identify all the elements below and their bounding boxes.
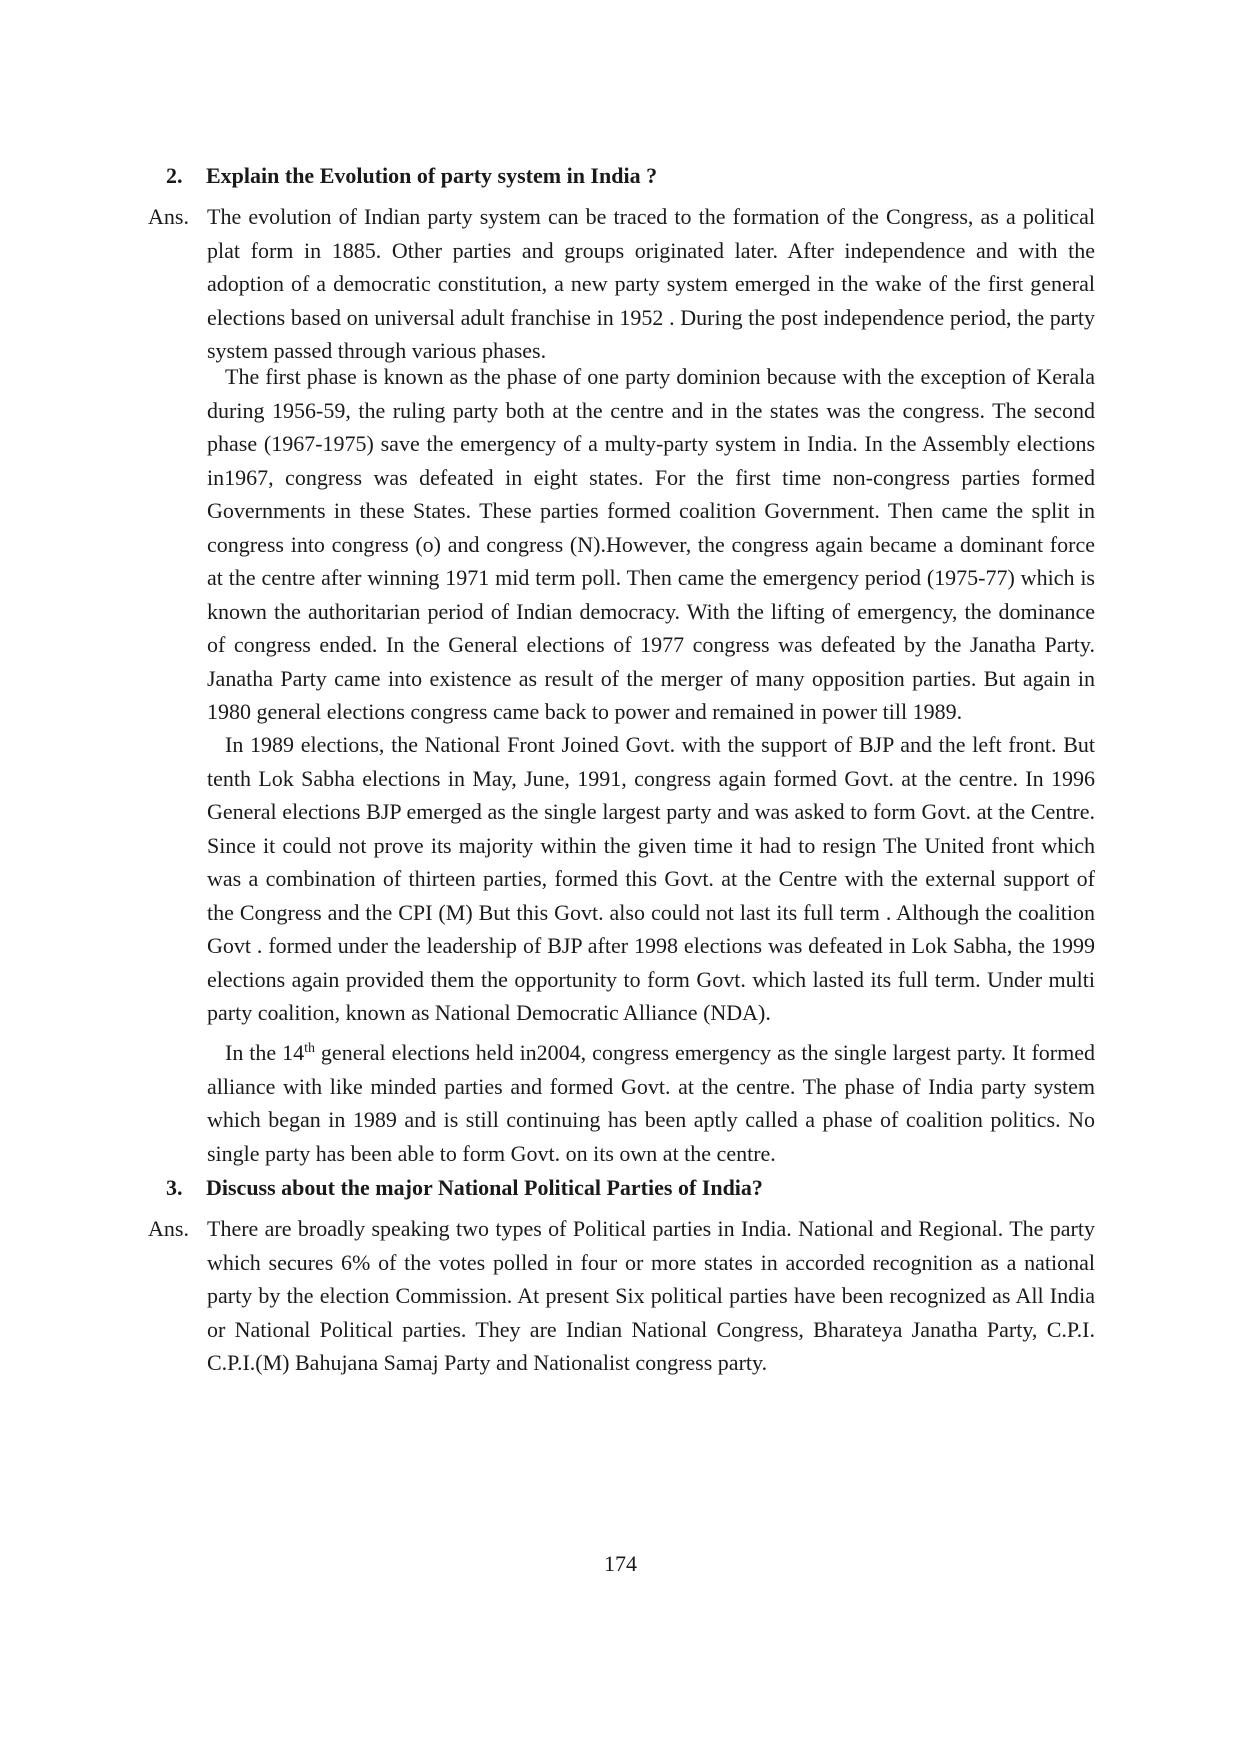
ordinal-superscript: th [304, 1041, 315, 1056]
page-number: 174 [604, 1551, 637, 1576]
answer-2-paragraph-1: The evolution of Indian party system can be traced to the formation of the Congress, as a political plat form in 1885. Other parties and groups originated later. After independence and with the adoption of a democratic constitution, a new party system emerged in the wake of the first general elections based on universal adult franchise in 1952 . During the post independence period, the party system passed through various phases. [207, 204, 1095, 363]
question-2-heading [166, 162, 657, 190]
answer-3-label: Ans. [148, 1216, 189, 1241]
question-2-text: Explain the Evolution of party system in India ? [206, 163, 658, 188]
question-3-text: Discuss about the major National Political Parties of India? [206, 1175, 763, 1200]
question-3-heading [166, 1174, 763, 1202]
answer-2-paragraph-4 [207, 1036, 1095, 1170]
answer-2-label: Ans. [148, 204, 189, 229]
answer-2-p4-start: In the 14 [225, 1040, 305, 1065]
question-2-number: 2. [166, 163, 183, 188]
question-3-number: 3. [166, 1175, 183, 1200]
answer-2-paragraph-3: In 1989 elections, the National Front Joined Govt. with the support of BJP and the left front. But tenth Lok Sabha elections in May, June, 1991, congress again formed Govt. at the centre. In 1996 General elections BJP emerged as the single largest party and was asked to form Govt. at the Centre. Since it could not prove its majority within the given time it had to resign The United front which was a combination of thirteen parties, formed this Govt. at the Centre with the external support of the Congress and the CPI (M) But this Govt. also could not last its full term . Although the coalition Govt . formed under the leadership of BJP after 1998 elections was defeated in Lok Sabha, the 1999 elections again provided them the opportunity to form Govt. which lasted its full term. Under multi party coalition, known as National Democratic Alliance (NDA). [207, 732, 1095, 1025]
answer-3-paragraph-1: There are broadly speaking two types of Political parties in India. National and Regional. The party which secures 6% of the votes polled in four or more states in accorded recognition as a national party by the election Commission. At present Six political parties have been recognized as All India or National Political parties. They are Indian National Congress, Bharateya Janatha Party, C.P.I. C.P.I.(M) Bahujana Samaj Party and Nationalist congress party. [207, 1216, 1095, 1375]
answer-2-paragraph-2: The first phase is known as the phase of one party dominion because with the exception of Kerala during 1956-59, the ruling party both at the centre and in the states was the congress. The second phase (1967-1975) save the emergency of a multy-party system in India. In the Assembly elections in1967, congress was defeated in eight states. For the first time non-congress parties formed Governments in these States. These parties formed coalition Government. Then came the split in congress into congress (o) and congress (N).However, the congress again became a dominant force at the centre after winning 1971 mid term poll. Then came the emergency period (1975-77) which is known the authoritarian period of Indian democracy. With the lifting of emergency, the dominance of congress ended. In the General elections of 1977 congress was defeated by the Janatha Party. Janatha Party came into existence as result of the merger of many opposition parties. But again in 1980 general elections congress came back to power and remained in power till 1989. [207, 364, 1095, 724]
answer-2-p4-rest: general elections held in2004, congress emergency as the single largest party. It formed alliance with like minded parties and formed Govt. at the centre. The phase of India party system which began in 1989 and is still continuing has been aptly called a phase of coalition politics. No single party has been able to form Govt. on its own at the centre. [207, 1040, 1095, 1166]
